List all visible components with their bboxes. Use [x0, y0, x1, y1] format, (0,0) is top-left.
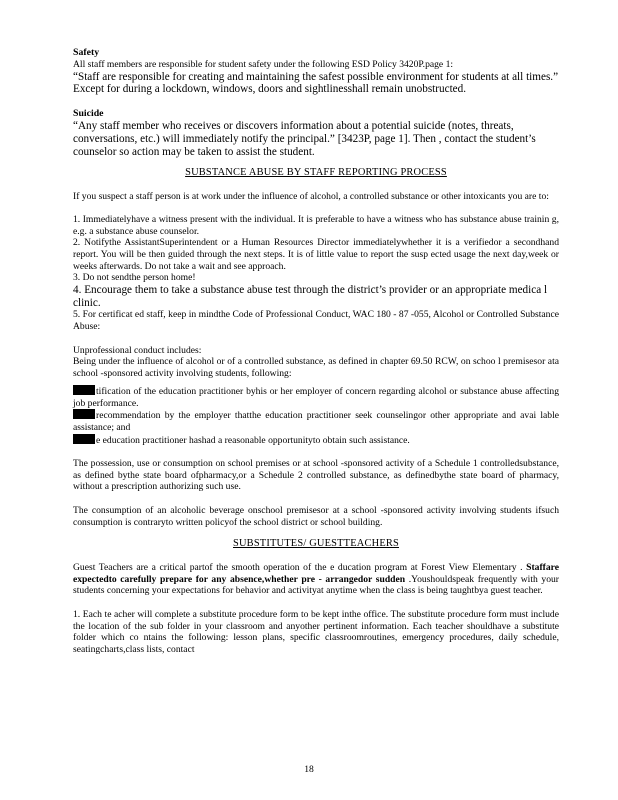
- redacted-item-3-text: e education practitioner hashad a reasonable opportunityto obtain such assistance.: [96, 434, 410, 446]
- substitutes-title-text: SUBSTITUTES/ GUESTTEACHERS: [233, 538, 399, 550]
- substance-step-2: 2. Notifythe AssistantSuperintendent or a Human Resources Director immediatelywhether it is a verifiedor a secondhand report. You will be then guided through the next steps. It is of little value to report the susp ected usage the next day,week or weeks afterwards. Do not take a wait and see approach.: [73, 237, 559, 272]
- consumption-paragraph: The consumption of an alcoholic beverage onschool premisesor at a school -sponsored activity involving students ifsuch consumption is contraryto written policyof the school district or school building.: [73, 505, 559, 528]
- page-number: 18: [304, 764, 314, 775]
- redacted-item-2-text: recommendation by the employer thatthe education practitioner seek counselingor other appropriate and avai lable assistance; and: [73, 410, 559, 434]
- possession-paragraph: The possession, use or consumption on school premises or at school -sponsored activity of a Schedule 1 controlledsubstance, as defined bythe state board ofpharmacy,or a Schedule 2 controlled substance, as definedbythe state board of pharmacy, without a prescription authorizing such use.: [73, 458, 559, 493]
- safety-heading: Safety: [73, 47, 100, 58]
- safety-policy-line: All staff members are responsible for student safety under the following ESD Policy 3420P.page 1:: [73, 59, 454, 70]
- redacted-item-2: [73, 409, 559, 433]
- guest-teachers-rest: .Youshouldspeak frequently with your students concerning your expectations for behavior and activityat anytime when the class is being taughtbya guest teacher.: [73, 573, 559, 597]
- substance-intro: If you suspect a staff person is at work under the influence of alcohol, a controlled substance or other intoxicants you are to:: [73, 190, 549, 202]
- under-influence-paragraph: Being under the influence of alcohol or of a controlled substance, as defined in chapter 69.50 RCW, on schoo l premisesor ata school -sponsored activity involving students, following:: [73, 356, 559, 379]
- redacted-item-1-text: tification of the education practitioner byhis or her employer of concern regarding alcohol or substance abuse affecting job performance.: [73, 386, 559, 409]
- redacted-item-1: [73, 385, 559, 409]
- suicide-quote: “Any staff member who receives or discovers information about a potential suicide (notes, threats, conversations, etc.) will immediately notify the principal.” [3423P, page 1]. Then , contact the student’s counselor so action may be taken to assist the student.: [73, 120, 536, 158]
- redacted-item-3: [73, 434, 559, 447]
- redaction-block: [73, 434, 95, 444]
- substance-step-4: 4. Encourage them to take a substance abuse test through the district’s provider or an appropriate medica l clinic.: [73, 283, 548, 309]
- substance-abuse-title-text: SUBSTANCE ABUSE BY STAFF REPORTING PROCESS: [185, 166, 447, 178]
- substance-step-1: 1. Immediatelyhave a witness present with the individual. It is preferable to have a witness who has substance abuse trainin g, e.g. a substance abuse counselor.: [73, 214, 559, 237]
- substitutes-title: [73, 538, 559, 550]
- substance-step-5: 5. For certificat ed staff, keep in mindthe Code of Professional Conduct, WAC 180 - 87 -055, Alcohol or Controlled Substance Abuse:: [73, 309, 559, 332]
- substance-step-3: 3. Do not sendthe person home!: [73, 272, 196, 284]
- guest-teachers-intro: Guest Teachers are a critical partof the smooth operation of the e ducation program at Forest View Elementary .: [73, 562, 527, 574]
- document-page: [73, 47, 559, 655]
- safety-quote: “Staff are responsible for creating and maintaining the safest possible environment for students at all times.” Except for during a lockdown, windows, doors and sightlinesshall remain unobstructed.: [73, 70, 559, 96]
- suicide-heading: Suicide: [73, 108, 104, 120]
- guest-teachers-paragraph: [73, 562, 559, 597]
- redaction-block: [73, 409, 95, 419]
- redaction-block: [73, 385, 95, 395]
- unprofessional-conduct-label: Unprofessional conduct includes:: [73, 344, 202, 356]
- substitute-procedure-paragraph: 1. Each te acher will complete a substitute procedure form to be kept inthe office. The substitute procedure form must include the location of the sub folder in your classroom and anyother pertinent information. Each teacher shouldhave a substitute folder which co ntains the following: lesson plans, specific classroomroutines, emergency procedures, daily schedule, seatingcharts,class lists, contact: [73, 609, 559, 655]
- substance-abuse-title: [73, 167, 559, 179]
- guest-teachers-expectation: Staffare expectedto carefully prepare for any absence,whether pre - arrangedor sudden: [73, 562, 559, 585]
